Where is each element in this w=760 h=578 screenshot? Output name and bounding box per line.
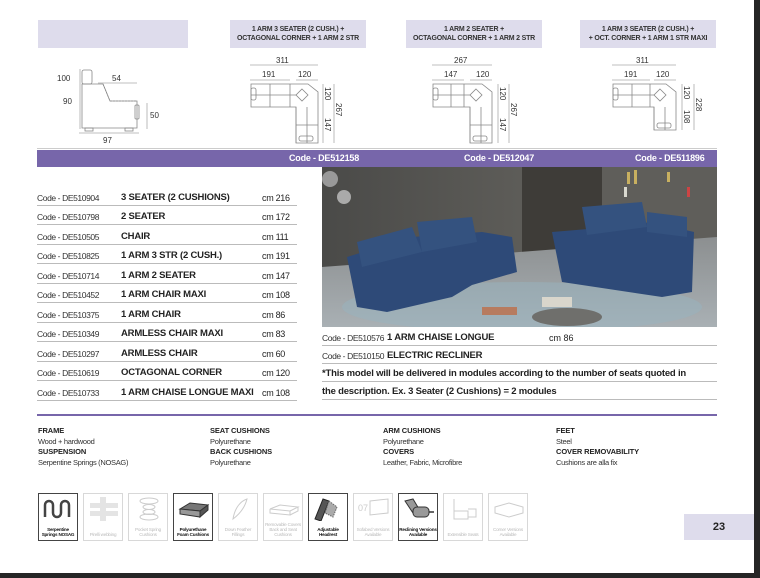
page-number: 23 <box>684 514 754 540</box>
dim-total-width: 311 <box>276 56 289 65</box>
spec-column-1 <box>38 426 128 468</box>
spec-label: FEET <box>556 426 575 435</box>
item-size: cm 86 <box>549 333 574 343</box>
dim-total-width: 267 <box>454 56 468 65</box>
list-item <box>37 186 297 206</box>
item-code: Code - DE510452 <box>37 290 100 300</box>
item-name: CHAIR <box>121 230 151 242</box>
note-line-2 <box>322 382 717 400</box>
item-name: 2 SEATER <box>121 211 166 222</box>
extensible-seat-icon <box>443 493 483 541</box>
side-profile-diagram <box>55 65 170 145</box>
item-name: 1 ARM CHAIR <box>121 308 181 320</box>
item-code: Code - DE510297 <box>37 348 100 359</box>
dim-corner-width: 120 <box>476 70 490 79</box>
item-name: OCTAGONAL CORNER <box>121 367 222 378</box>
dim-left-width: 147 <box>444 70 458 79</box>
icon-caption: Serpentine Springs NOSAG <box>41 527 75 537</box>
dim-seat-height: 50 <box>150 111 159 120</box>
spec-value: Serpentine Springs (NOSAG) <box>38 457 129 467</box>
feature-icons <box>38 493 528 541</box>
spec-label: FRAME <box>38 426 65 435</box>
icon-caption: Pocket Spring Cushions <box>135 527 161 537</box>
config-1-line-2: OCTAGONAL CORNER + 1 ARM 2 STR <box>236 35 360 42</box>
spec-value: Polyurethane <box>210 436 251 446</box>
dim-right-top: 120 <box>323 87 332 101</box>
dim-left-width: 191 <box>624 70 638 79</box>
config-3-line-2: + OCT. CORNER + 1 ARM 1 STR MAXI <box>588 35 708 42</box>
list-item <box>322 328 717 346</box>
header-box-blank <box>38 20 188 48</box>
item-code: Code - DE510904 <box>37 192 100 203</box>
list-item <box>37 362 297 382</box>
icon-caption: Sofabed Versions Available <box>356 527 390 537</box>
icon-caption: Pirelli webbing <box>89 532 117 537</box>
spec-label: BACK CUSHIONS <box>210 447 273 456</box>
sofa-bed-icon <box>353 493 393 541</box>
spec-value: Polyurethane <box>210 457 251 467</box>
corner-diagram-2 <box>430 55 530 145</box>
dim-right-bottom: 147 <box>498 118 507 132</box>
item-name: 1 ARM 2 SEATER <box>121 269 196 281</box>
config-2-line-1: 1 ARM 2 SEATER + <box>443 26 504 33</box>
spec-column-2 <box>210 426 272 468</box>
dim-right-bottom: 147 <box>323 118 332 132</box>
dim-depth: 97 <box>103 136 112 145</box>
item-code: Code - DE510798 <box>37 212 100 222</box>
list-item <box>37 381 297 401</box>
icon-caption: Corner Versions Available <box>493 527 523 537</box>
note-line-1 <box>322 364 717 382</box>
list-item <box>37 342 297 362</box>
dim-left-width: 191 <box>262 70 276 79</box>
item-name: 1 ARM CHAIR MAXI <box>121 289 207 300</box>
note-text-1: *This model will be delivered in modules according to the number of seats quoted in <box>322 368 686 379</box>
dim-total-width: 311 <box>636 56 649 65</box>
list-item <box>37 245 297 265</box>
dim-corner-width: 120 <box>656 70 670 79</box>
spec-value: Steel <box>556 436 572 446</box>
icon-caption: Polyurethane Foam Cushions <box>177 527 209 537</box>
spec-label: SUSPENSION <box>38 447 87 456</box>
item-code: Code - DE510150 <box>322 351 385 361</box>
frame-border-right <box>754 0 760 578</box>
item-code: Code - DE510825 <box>37 251 100 261</box>
item-name: 3 SEATER (2 CUSHIONS) <box>121 191 230 203</box>
code-bar <box>37 150 717 167</box>
icon-caption: Down Feather Fillings <box>224 527 252 537</box>
header-box-config-1 <box>230 20 366 48</box>
dim-seat-depth: 54 <box>112 74 121 83</box>
spec-divider <box>37 414 717 416</box>
item-size: cm 83 <box>262 329 286 339</box>
list-item <box>37 303 297 323</box>
icon-caption: Reclining Versions Available <box>399 527 437 537</box>
item-name: ARMLESS CHAIR <box>121 347 198 359</box>
code-config-2: Code - DE512047 <box>464 153 535 163</box>
item-code: Code - DE510505 <box>37 231 100 242</box>
item-size: cm 191 <box>262 251 290 261</box>
item-size: cm 147 <box>262 270 290 281</box>
corner-diagram-3 <box>610 55 710 140</box>
item-code: Code - DE510349 <box>37 329 100 339</box>
pocket-spring-icon <box>128 493 168 541</box>
spec-label: SEAT CUSHIONS <box>210 426 270 435</box>
dim-total-height: 100 <box>57 74 71 83</box>
spec-label: ARM CUSHIONS <box>383 426 441 435</box>
item-size: cm 86 <box>262 309 286 320</box>
removable-covers-icon <box>263 493 303 541</box>
frame-border-bottom <box>0 573 760 578</box>
spec-value: Wood + hardwood <box>38 436 95 446</box>
item-size: cm 108 <box>262 387 290 398</box>
spec-label: COVER REMOVABILITY <box>556 447 640 456</box>
pirelli-webbing-icon <box>83 493 123 541</box>
item-size: cm 172 <box>262 212 290 222</box>
dim-total-depth: 267 <box>509 103 518 117</box>
item-code: Code - DE510714 <box>37 270 100 281</box>
serpentine-springs-icon <box>38 493 78 541</box>
dim-right-top: 120 <box>682 86 691 100</box>
dim-back-height: 90 <box>63 97 72 106</box>
icon-caption: Removable Covers Back and Seat Cushions <box>265 522 301 537</box>
dim-total-depth: 228 <box>694 98 703 112</box>
item-size: cm 111 <box>262 231 289 242</box>
config-2-line-2: OCTAGONAL CORNER + 1 ARM 2 STR <box>412 35 536 42</box>
item-code: Code - DE510375 <box>37 309 100 320</box>
config-1-line-1: 1 ARM 3 SEATER (2 CUSH.) + <box>251 26 345 33</box>
item-name: 1 ARM 3 STR (2 CUSH.) <box>121 250 223 261</box>
config-3-line-1: 1 ARM 3 SEATER (2 CUSH.) + <box>601 26 695 33</box>
item-code: Code - DE510576 <box>322 333 385 343</box>
product-photo <box>322 167 717 327</box>
item-name: ELECTRIC RECLINER <box>387 350 483 361</box>
icon-caption: Extensible Seats <box>447 532 479 537</box>
item-code: Code - DE510619 <box>37 368 100 378</box>
dim-corner-width: 120 <box>298 70 312 79</box>
spec-value: Leather, Fabric, Microfibre <box>383 457 463 467</box>
code-config-3: Code - DE511896 <box>635 153 705 163</box>
list-item <box>37 225 297 245</box>
icon-caption: Adjustable Headrest <box>317 527 339 537</box>
item-name: 1 ARM CHAISE LONGUE MAXI <box>121 386 254 398</box>
code-config-1: Code - DE512158 <box>289 153 360 163</box>
svg-text:07: 07 <box>358 503 369 513</box>
note-text-2: the description. Ex. 3 Seater (2 Cushions) = 2 modules <box>322 386 557 397</box>
corner-versions-icon <box>488 493 528 541</box>
divider <box>37 148 717 149</box>
item-size: cm 108 <box>262 290 290 300</box>
foam-cushion-icon <box>173 493 213 541</box>
spec-value: Cushions are alla fix <box>556 457 618 467</box>
list-item <box>322 346 717 364</box>
header-box-config-3 <box>580 20 716 48</box>
item-size: cm 60 <box>262 348 286 359</box>
right-item-list <box>322 328 717 400</box>
list-item <box>37 206 297 226</box>
list-item <box>37 264 297 284</box>
item-name: 1 ARM CHAISE LONGUE <box>387 332 495 343</box>
item-code: Code - DE510733 <box>37 387 100 398</box>
corner-diagram-1 <box>248 55 348 145</box>
dim-total-depth: 267 <box>334 103 343 117</box>
spec-column-3 <box>383 426 462 468</box>
spec-label: COVERS <box>383 447 415 456</box>
item-name: ARMLESS CHAIR MAXI <box>121 328 223 339</box>
feather-icon <box>218 493 258 541</box>
header-box-config-2 <box>406 20 542 48</box>
adjustable-headrest-icon <box>308 493 348 541</box>
spec-column-4 <box>556 426 639 468</box>
spec-value: Polyurethane <box>383 436 424 446</box>
list-item <box>37 284 297 304</box>
dim-right-top: 120 <box>498 87 507 101</box>
item-size: cm 216 <box>262 192 290 203</box>
item-size: cm 120 <box>262 368 290 378</box>
recliner-icon <box>398 493 438 541</box>
dim-right-bottom: 108 <box>682 110 691 124</box>
item-list <box>37 186 297 401</box>
list-item <box>37 323 297 343</box>
